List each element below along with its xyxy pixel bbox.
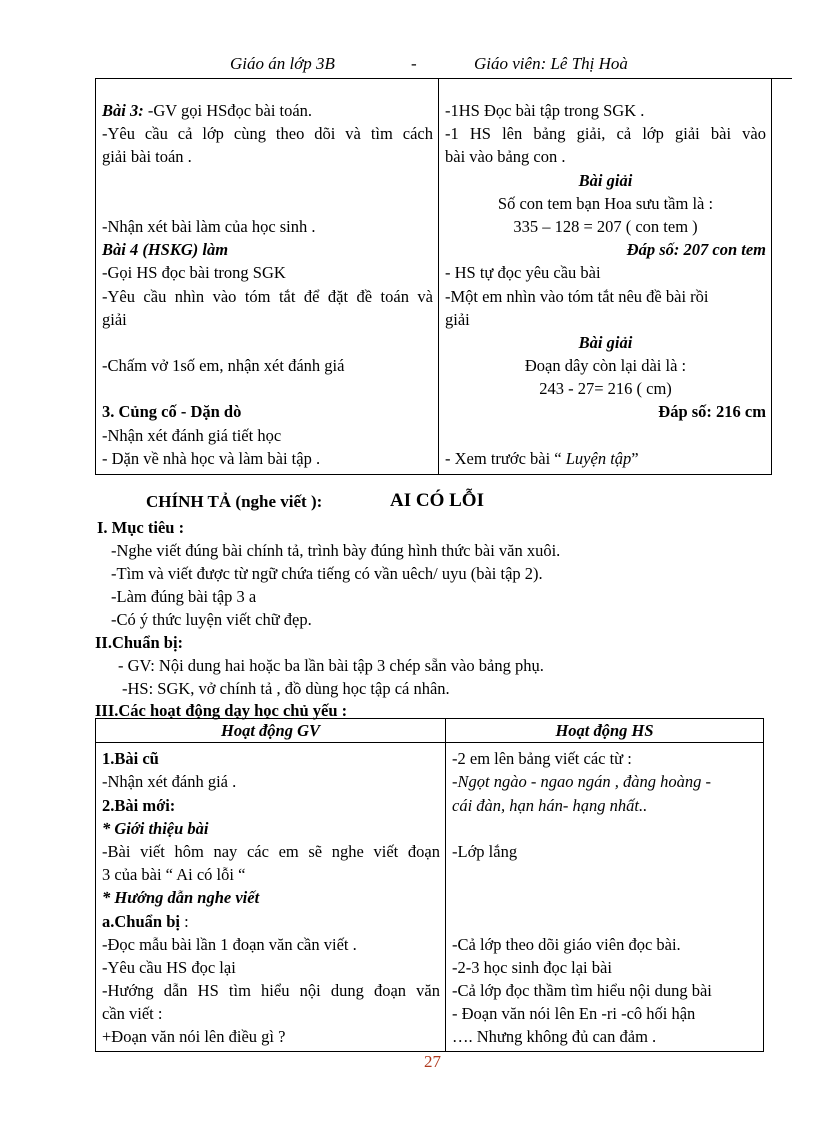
teacher-line: -Nhận xét bài làm của học sinh . xyxy=(102,216,316,236)
header-separator: - xyxy=(411,54,417,73)
teacher-line: -Bài viết hôm nay các em sẽ nghe viết đoạn xyxy=(102,841,440,861)
student-line: bài vào bảng con . xyxy=(445,147,566,167)
student-line: -2 em lên bảng viết các từ : xyxy=(452,749,632,769)
teacher-line: 3 của bài “ Ai có lỗi “ xyxy=(102,865,246,885)
student-line: - Đoạn văn nói lên En -ri -cô hối hận xyxy=(452,1004,696,1024)
student-line: -Lớp lắng xyxy=(452,841,518,861)
student-line: -1 HS lên bảng giải, cả lớp giải bài vào xyxy=(445,124,766,144)
teacher-line: -Yêu cầu nhìn vào tóm tắt để đặt đề toán và xyxy=(102,286,433,306)
heading-objectives xyxy=(97,516,184,539)
solution-calc: 243 - 27= 216 ( cm) xyxy=(539,379,672,399)
student-line: - Xem trước bài “ Luyện tập” xyxy=(445,448,639,468)
goal-item: -Nghe viết đúng bài chính tả, trình bày đúng hình thức bài văn xuôi. xyxy=(111,541,561,560)
student-activities-cell xyxy=(439,79,772,475)
teacher-line: -Hướng dẫn HS tìm hiểu nội dung đoạn văn xyxy=(102,981,440,1001)
solution-answer: Đáp số: 216 cm xyxy=(658,402,766,422)
task4-heading: Bài 4 (HSKG) làm xyxy=(102,240,229,260)
teacher-line: +Đoạn văn nói lên điều gì ? xyxy=(102,1027,286,1047)
student-line: giải xyxy=(445,309,470,329)
task3-line: Bài 3: -GV gọi HSđọc bài toán. xyxy=(102,101,313,120)
teacher-line: -Yêu cầu HS đọc lại xyxy=(102,957,236,977)
teacher-line: giải xyxy=(102,309,127,329)
teacher-line: -Yêu cầu cả lớp cùng theo dõi và tìm cách xyxy=(102,124,433,144)
student-line: -Cả lớp theo dõi giáo viên đọc bài. xyxy=(452,934,681,954)
teacher-line: -Nhận xét đánh giá tiết học xyxy=(102,425,282,445)
student-line: cái đàn, hạn hán- hạng nhất.. xyxy=(452,795,648,815)
goal-item: -Có ý thức luyện viết chữ đẹp. xyxy=(111,610,312,629)
student-line: -Một em nhìn vào tóm tắt nêu đề bài rồi xyxy=(445,286,709,306)
student-line: -1HS Đọc bài tập trong SGK . xyxy=(445,101,645,120)
intro-heading: * Giới thiệu bài xyxy=(102,818,209,838)
lesson-table-continued xyxy=(95,78,772,475)
page-number: 27 xyxy=(424,1052,441,1071)
header-teacher: Giáo viên: Lê Thị Hoà xyxy=(474,54,628,73)
teacher-line: -Đọc mẫu bài lần 1 đoạn văn cần viết . xyxy=(102,934,357,954)
solution-line: Số con tem bạn Hoa sưu tầm là : xyxy=(497,193,714,213)
teacher-activities-cell xyxy=(96,79,439,475)
solution-heading: Bài giải xyxy=(578,170,633,190)
next-lesson-title: Luyện tập xyxy=(565,448,632,468)
teacher-line: -Chấm vở 1số em, nhận xét đánh giá xyxy=(102,356,345,376)
student-line: -Ngọt ngào - ngao ngán , đàng hoàng - xyxy=(452,772,711,792)
page-header xyxy=(96,52,792,79)
section-title-right: AI CÓ LỖI xyxy=(390,490,484,511)
solution-calc: 335 – 128 = 207 ( con tem ) xyxy=(513,216,698,236)
teacher-line: giải bài toán . xyxy=(102,147,192,167)
solution-line: Đoạn dây còn lại dài là : xyxy=(524,356,687,376)
prep-item: -HS: SGK, vở chính tả , đồ dùng học tập cá nhân. xyxy=(122,679,450,698)
student-line: - HS tự đọc yêu cầu bài xyxy=(445,263,601,283)
teacher-activities-cell xyxy=(96,743,446,1051)
teacher-line: cần viết : xyxy=(102,1004,163,1024)
prep-item: - GV: Nội dung hai hoặc ba lần bài tập 3 chép sẵn vào bảng phụ. xyxy=(118,656,544,675)
heading-objectives-text: I. Mục tiêu : xyxy=(97,518,185,537)
guide-heading: * Hướng dẫn nghe viết xyxy=(102,888,260,908)
teacher-line: -Nhận xét đánh giá . xyxy=(102,772,237,792)
goal-item: -Làm đúng bài tập 3 a xyxy=(111,587,257,606)
consolidation-heading: 3. Củng cố - Dặn dò xyxy=(102,402,242,422)
student-activities-cell xyxy=(446,743,764,1051)
solution-heading: Bài giải xyxy=(578,332,633,352)
student-line: …. Nhưng không đủ can đảm . xyxy=(452,1027,657,1047)
activities-table xyxy=(95,718,764,1052)
section-title-left: CHÍNH TẢ (nghe viết ): xyxy=(146,492,323,511)
heading-preparation: II.Chuẩn bị: xyxy=(95,633,184,652)
goal-item: -Tìm và viết được từ ngữ chứa tiếng có vần uêch/ uyu (bài tập 2). xyxy=(111,564,543,583)
heading-activities: III.Các hoạt động dạy học chủ yếu : xyxy=(95,701,348,720)
teacher-line: - Dặn về nhà học và làm bài tập . xyxy=(102,448,321,468)
header-class: Giáo án lớp 3B xyxy=(230,54,335,73)
preparation-subheading: a.Chuẩn bị : xyxy=(102,911,189,931)
student-line: -2-3 học sinh đọc lại bài xyxy=(452,957,612,977)
new-lesson-heading: 2.Bài mới: xyxy=(102,795,176,815)
student-line: -Cả lớp đọc thầm tìm hiểu nội dung bài xyxy=(452,981,712,1001)
column-header-teacher: Hoạt động GV xyxy=(96,719,446,743)
column-header-student: Hoạt động HS xyxy=(446,719,764,743)
teacher-line: -Gọi HS đọc bài trong SGK xyxy=(102,263,286,283)
solution-answer: Đáp số: 207 con tem xyxy=(626,240,766,260)
old-lesson-heading: 1.Bài cũ xyxy=(102,749,159,769)
